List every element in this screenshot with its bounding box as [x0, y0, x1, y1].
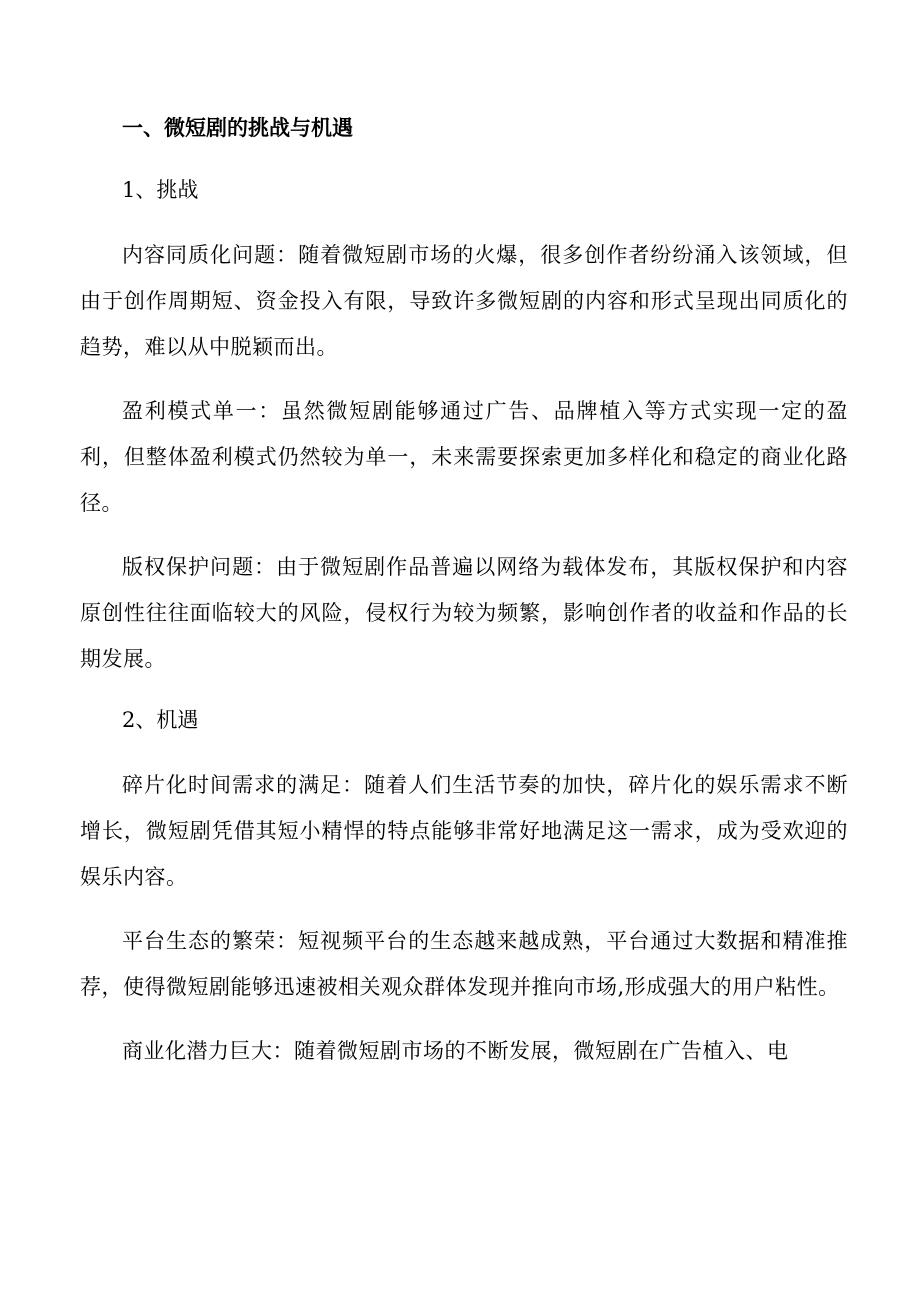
challenges-heading: 1、挑战 — [122, 178, 199, 202]
paragraph-commercial-potential: 商业化潜力巨大：随着微短剧市场的不断发展，微短剧在广告植入、电 — [122, 1039, 789, 1063]
document-page — [80, 108, 848, 1092]
paragraph-fragmented-time: 碎片化时间需求的满足：随着人们生活节奏的加快，碎片化的娱乐需求不断增长，微短剧凭借其短小精悍的特点能够非常好地满足这一需求，成为受欢迎的娱乐内容。 — [80, 773, 848, 889]
section-title: 一、微短剧的挑战与机遇 — [122, 116, 353, 140]
paragraph-copyright: 版权保护问题：由于微短剧作品普遍以网络为载体发布，其版权保护和内容原创性往往面临较大的风险，侵权行为较为频繁，影响创作者的收益和作品的长期发展。 — [80, 555, 848, 671]
paragraph-platform-ecosystem: 平台生态的繁荣：短视频平台的生态越来越成熟，平台通过大数据和精准推荐，使得微短剧能够迅速被相关观众群体发现并推向市场,形成强大的用户粘性。 — [80, 929, 848, 999]
paragraph-homogenization: 内容同质化问题：随着微短剧市场的火爆，很多创作者纷纷涌入该领域，但由于创作周期短、资金投入有限，导致许多微短剧的内容和形式呈现出同质化的趋势，难以从中脱颖而出。 — [80, 243, 848, 359]
opportunities-heading: 2、机遇 — [122, 708, 199, 732]
paragraph-profit-model: 盈利模式单一：虽然微短剧能够通过广告、品牌植入等方式实现一定的盈利，但整体盈利模式仍然较为单一，未来需要探索更加多样化和稳定的商业化路径。 — [80, 399, 848, 515]
